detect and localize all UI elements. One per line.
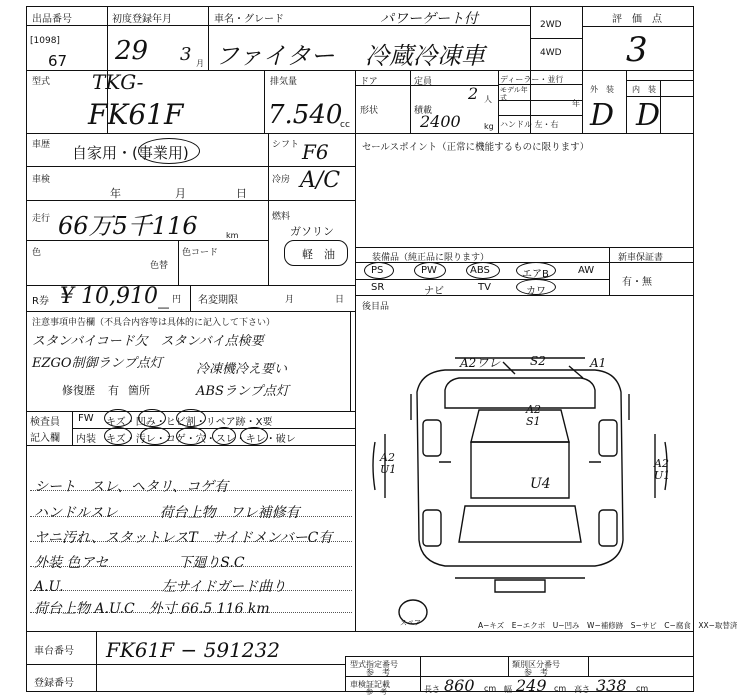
inspection-label: 車検 <box>32 175 51 185</box>
height-label: 高さ <box>574 685 590 694</box>
divider <box>410 70 411 133</box>
inspection-month: 月 <box>175 187 186 200</box>
length-unit: cm <box>484 684 497 693</box>
divider <box>345 656 694 657</box>
diag-label-a2-u1-left: A2 U1 <box>380 451 397 476</box>
warranty-label: 新車保証書 <box>618 253 664 263</box>
class-sub: 参 考 <box>524 668 548 677</box>
divider <box>264 70 265 133</box>
history-value: 自家用・(事業用) <box>72 144 189 162</box>
recycle-unit: 円 <box>172 295 182 305</box>
diag-label-a2-crack: A2ワレ <box>460 356 501 370</box>
divider <box>508 656 509 676</box>
mark-circle <box>176 409 206 427</box>
mark-circle <box>104 409 132 427</box>
divider <box>208 6 209 70</box>
divider <box>582 6 583 70</box>
shift-label: シフト <box>272 140 300 150</box>
divider <box>26 200 268 201</box>
divider <box>355 133 356 311</box>
fw-label: FW <box>78 413 94 424</box>
mileage: 66万5千116 <box>58 212 198 240</box>
month-unit: 月 <box>196 59 204 68</box>
divider <box>355 70 356 133</box>
drive-2wd: 2WD <box>540 20 562 30</box>
load: 2400 <box>420 112 461 131</box>
mark-circle <box>212 427 236 445</box>
selling-points-label: セールスポイント（正常に機能するものに限ります） <box>362 142 590 153</box>
equip-airbag: エアB <box>522 269 549 280</box>
divider <box>660 80 661 133</box>
mark-circle <box>104 427 132 445</box>
dims-label: 車検証記載 <box>350 680 390 689</box>
equip-navi: ナビ <box>424 286 444 297</box>
equip-kawa: カワ <box>526 286 546 297</box>
height: 338 <box>596 676 627 695</box>
capacity: 2 <box>468 84 479 103</box>
divider <box>26 133 694 134</box>
equip-circle <box>364 262 394 279</box>
color-code-label: 色コード <box>182 248 219 258</box>
dealer-label: ディーラー・並行 <box>500 75 564 84</box>
repair-value: 有 <box>108 384 119 397</box>
fuel-label: 燃料 <box>272 212 291 222</box>
load-label: 積載 <box>414 106 433 116</box>
type-label: 型式 <box>32 77 51 87</box>
ac-label: 冷房 <box>272 175 291 185</box>
length-label: 長さ <box>424 685 440 694</box>
length: 860 <box>444 676 475 695</box>
recycle-value: ¥ 10,910_ <box>60 284 169 309</box>
repair-label: 修復歴 <box>62 384 95 397</box>
model-label: 車名・グレード <box>214 14 284 25</box>
warranty-value: 有・無 <box>622 277 652 288</box>
divider <box>530 38 582 39</box>
notes-line3b: ABSランプ点灯 <box>196 384 289 399</box>
car-name: ファイター <box>215 42 335 70</box>
diag-label-u4: U4 <box>530 476 551 492</box>
drive-4wd: 4WD <box>540 48 562 58</box>
reg-year: 29 <box>115 36 149 66</box>
divider <box>609 247 610 295</box>
diag-label-s2: S2 <box>530 354 546 368</box>
divider <box>582 26 694 27</box>
equip-aw: AW <box>578 265 595 276</box>
rear-seat-label: 後目品 <box>362 302 390 312</box>
displacement: 7.540 <box>268 100 343 130</box>
model-year-label: モデル年式 <box>500 86 528 102</box>
divider <box>26 311 355 312</box>
divider <box>350 311 351 411</box>
type-spec-label: 型式指定番号 <box>350 660 398 669</box>
notes-line2a: EZGO制御ランプ点灯 <box>32 356 163 371</box>
color-change-label: 色替 <box>150 261 169 271</box>
divider <box>268 200 355 201</box>
divider <box>355 295 694 296</box>
divider <box>582 70 583 133</box>
divider <box>26 166 355 167</box>
shift: F6 <box>302 140 329 164</box>
mark-circle <box>240 427 268 445</box>
divider <box>626 96 694 97</box>
first-reg-label: 初度登録年月 <box>112 14 172 25</box>
fuel-circle <box>284 240 348 266</box>
recycle-label: R券 <box>32 296 49 307</box>
interior-label: 内 装 <box>632 85 656 94</box>
type-code: FK61F <box>88 98 184 131</box>
ac: A/C <box>300 168 341 193</box>
diag-label-a2-u1-right: A2 U1 <box>654 457 671 482</box>
height-unit: cm <box>636 684 649 693</box>
shape-label: 形状 <box>360 106 379 116</box>
divider <box>268 133 269 285</box>
equip-pw: PW <box>421 265 437 276</box>
note-top: パワーゲート付 <box>380 11 478 27</box>
vehicle-diagram <box>355 330 694 630</box>
lot-number: 67 <box>48 52 68 70</box>
class-label: 類別区分番号 <box>512 660 560 669</box>
equip-circle <box>414 262 446 279</box>
name-change-month: 月 <box>285 295 295 305</box>
remark-2: ハンドルスレ 荷台上物 ワレ補修有 <box>34 505 300 521</box>
equip-sr: SR <box>371 282 385 293</box>
equip-circle <box>516 279 556 295</box>
name-change-label: 名変期限 <box>198 295 238 306</box>
notes-title: 注意事項申告欄（不具合内容等は具体的に記入して下さい） <box>32 318 276 328</box>
model-year-unit: 年 <box>572 99 580 108</box>
selected-circle <box>138 138 200 164</box>
divider <box>178 240 179 285</box>
remark-1: シート スレ、ヘタリ、コゲ有 <box>34 479 229 495</box>
mark-circle <box>140 427 170 445</box>
equip-circle <box>466 262 500 279</box>
reg-month: 3 <box>180 44 192 65</box>
in-label: 内装 <box>76 434 96 445</box>
mileage-label: 走行 <box>32 214 51 224</box>
type-prefix: TKG- <box>92 70 144 94</box>
interior-grade: D <box>636 98 661 133</box>
mark-circle <box>138 409 166 427</box>
divider <box>498 70 499 133</box>
remark-6: 荷台上物 A.U.C 外寸 66.5 116 km <box>34 601 270 617</box>
divider <box>626 80 694 81</box>
remark-5: A.U. 左サイドガード曲り <box>34 579 287 595</box>
divider <box>96 631 97 692</box>
divider <box>26 445 355 446</box>
fuel-diesel: 軽 油 <box>302 248 335 261</box>
notes-line1: スタンバイコード欠 スタンバイ点検要 <box>32 334 264 349</box>
width-unit: cm <box>554 684 567 693</box>
type-spec-sub: 参 考 <box>366 668 390 677</box>
width-label: 幅 <box>504 685 512 694</box>
equipment-label: 装備品（純正品に限ります） <box>372 253 490 263</box>
in-items: キズ・汚レ・コゲ・穴・スレ・キレ・破レ <box>106 434 296 445</box>
reg-label: 登録番号 <box>34 678 74 689</box>
exterior-label: 外 装 <box>590 85 614 94</box>
inspector-label2: 記入欄 <box>30 433 60 444</box>
diag-label-spare: スペア <box>400 619 421 627</box>
mileage-unit: km <box>226 231 239 240</box>
grade: 冷蔵冷凍車 <box>365 42 485 70</box>
load-unit: kg <box>484 122 494 131</box>
inspection-year: 年 <box>110 187 121 200</box>
history-label: 車歴 <box>32 140 51 150</box>
color-label: 色 <box>32 248 42 258</box>
exterior-grade: D <box>590 98 615 133</box>
lot-code: [1098] <box>30 36 60 46</box>
dims-sub: 参 考 <box>366 688 387 696</box>
remark-4: 外装 色アセ 下廻りS.C <box>34 555 245 571</box>
fuel-gas: ガソリン <box>290 225 334 238</box>
equip-tv: TV <box>478 282 491 293</box>
notes-line2b: 冷凍機冷え要い <box>196 362 288 377</box>
lot-label: 出品番号 <box>32 14 72 25</box>
divider <box>26 631 694 632</box>
grade-label: 評 価 点 <box>612 14 662 25</box>
divider <box>355 279 609 280</box>
divider <box>588 656 589 676</box>
divider <box>498 115 582 116</box>
equip-ps: PS <box>371 265 384 276</box>
capacity-unit: 人 <box>484 95 492 104</box>
divider <box>190 285 191 311</box>
divider <box>355 247 694 248</box>
inspector-label1: 検査員 <box>30 417 60 428</box>
remark-3: ヤニ汚れ、スタットレスT サイドメンバーC有 <box>34 530 333 546</box>
mark-circle <box>176 427 206 445</box>
name-change-day: 日 <box>335 295 345 305</box>
displacement-unit: cc <box>340 120 350 130</box>
equip-circle <box>516 262 556 279</box>
width: 249 <box>516 676 547 695</box>
score: 3 <box>626 30 648 70</box>
capacity-label: 定員 <box>414 77 433 87</box>
divider <box>345 656 346 692</box>
displacement-label: 排気量 <box>270 77 298 87</box>
chassis: FK61F − 591232 <box>106 638 280 662</box>
divider <box>420 656 421 692</box>
diag-label-a2-s1: A2 S1 <box>526 403 541 428</box>
chassis-label: 車台番号 <box>34 646 74 657</box>
door-label: ドア <box>360 77 378 87</box>
diagram-legend: A−キズ E−エクボ U−凹み W−補修跡 S−サビ C−腐食 XX−取替済 <box>478 621 737 630</box>
diag-label-a1: A1 <box>590 356 607 370</box>
repair-place: 箇所 <box>128 384 150 397</box>
fw-items: キズ・凹み・ヒビ割・リペア跡・X要 <box>106 417 273 428</box>
inspection-day: 日 <box>236 187 247 200</box>
divider <box>26 664 345 665</box>
equip-abs: ABS <box>470 265 490 276</box>
handle-label: ハンドル 左・右 <box>500 120 559 129</box>
